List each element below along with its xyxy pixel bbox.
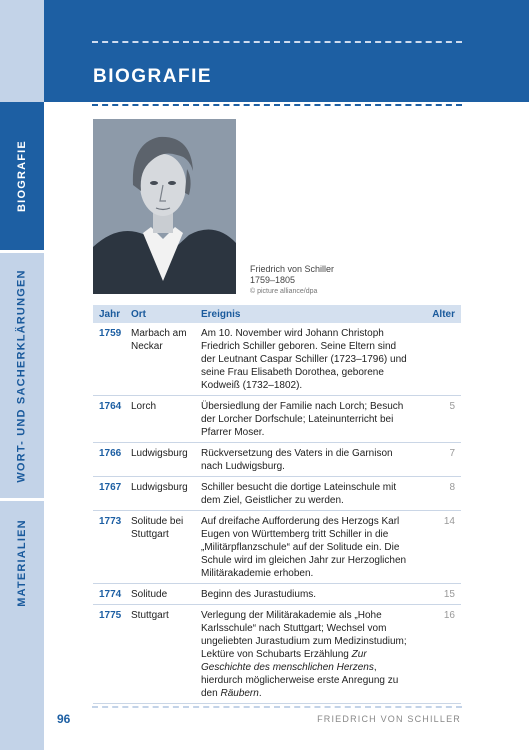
event-text: . — [258, 688, 262, 699]
portrait-drawing — [93, 119, 236, 294]
tab-wort-und-sacherklaerungen[interactable] — [0, 253, 44, 498]
row-place: Solitude bei Stuttgart — [125, 511, 195, 584]
row-age: 5 — [419, 396, 461, 443]
row-age: 14 — [419, 511, 461, 584]
table-row — [93, 443, 461, 477]
caption-credit: © picture alliance/dpa — [250, 288, 318, 295]
table-row — [93, 584, 461, 605]
row-event: Rückversetzung des Vaters in die Garnison nach Ludwigsburg. — [195, 443, 419, 477]
tab-materialien-label: MATERIALIEN — [16, 519, 29, 607]
caption-name: Friedrich von Schiller — [250, 264, 335, 274]
row-place: Ludwigsburg — [125, 477, 195, 511]
table-row — [93, 605, 461, 704]
row-place: Solitude — [125, 584, 195, 605]
row-year: 1774 — [93, 584, 125, 605]
tab-materialien[interactable] — [0, 501, 44, 625]
event-text: , hierdurch möglicherweise erste Anregung zu den — [201, 662, 399, 699]
table-row — [93, 396, 461, 443]
event-title-italic: Zur Geschichte des menschlichen Herzens — [201, 649, 374, 673]
tab-biografie[interactable] — [0, 102, 44, 250]
row-event — [195, 605, 419, 704]
row-age: 7 — [419, 443, 461, 477]
row-age: 16 — [419, 605, 461, 704]
caption-dates: 1759–1805 — [250, 275, 296, 285]
row-year: 1764 — [93, 396, 125, 443]
tab-biografie-label: BIOGRAFIE — [16, 140, 29, 212]
table-header-row — [93, 305, 461, 323]
row-age: 15 — [419, 584, 461, 605]
row-year: 1767 — [93, 477, 125, 511]
col-header-age: Alter — [419, 305, 461, 323]
header-dashed-rule — [92, 41, 462, 43]
row-event: Schiller besucht die dortige Lateinschule mit dem Ziel, Geistlicher zu werden. — [195, 477, 419, 511]
row-place: Lorch — [125, 396, 195, 443]
row-event: Auf dreifache Aufforderung des Herzogs Karl Eugen von Württemberg tritt Schiller in die „Militärpflanzschule“ auf der Solitude ein. Die Schule wird im gleichen Jahr zur Herzoglichen Militärakademie erhoben. — [195, 511, 419, 584]
table-row — [93, 511, 461, 584]
table-row — [93, 477, 461, 511]
row-age — [419, 323, 461, 396]
event-title-italic: Räubern — [220, 688, 259, 699]
row-place: Ludwigsburg — [125, 443, 195, 477]
portrait-caption — [250, 264, 334, 297]
tab-wort-label: WORT- UND SACHERKLÄRUNGEN — [16, 268, 29, 483]
page-number: 96 — [57, 712, 71, 726]
row-year: 1759 — [93, 323, 125, 396]
row-event: Beginn des Jurastudiums. — [195, 584, 419, 605]
running-footer-title: FRIEDRICH VON SCHILLER — [317, 714, 461, 724]
footer-dashed-rule — [92, 706, 462, 708]
row-year: 1766 — [93, 443, 125, 477]
row-event: Übersiedlung der Familie nach Lorch; Besuch der Lorcher Dorfschule; Lateinunterricht bei Pfarrer Moser. — [195, 396, 419, 443]
row-year: 1773 — [93, 511, 125, 584]
page-title: BIOGRAFIE — [93, 66, 213, 87]
row-age: 8 — [419, 477, 461, 511]
col-header-event: Ereignis — [195, 305, 419, 323]
event-text: Verlegung der Militärakademie als „Hohe Karlsschule“ nach Stuttgart; Wechsel vom ungeliebten Jurastudium zum Medizinstudium; Lektüre von Schubarts Erzählung — [201, 610, 407, 660]
title-dashed-rule — [92, 104, 462, 106]
schiller-portrait-image — [93, 119, 236, 294]
row-place: Stuttgart — [125, 605, 195, 704]
col-header-year: Jahr — [93, 305, 125, 323]
chapter-sidebar — [0, 0, 44, 750]
row-event: Am 10. November wird Johann Christoph Friedrich Schiller geboren. Seine Eltern sind der Leutnant Caspar Schiller (1723–1796) und seine Frau Elisabeth Dorothea, geborene Kodweiß (1732–1802). — [195, 323, 419, 396]
table-row — [93, 323, 461, 396]
col-header-place: Ort — [125, 305, 195, 323]
row-place: Marbach am Neckar — [125, 323, 195, 396]
row-year: 1775 — [93, 605, 125, 704]
chronology-table — [93, 305, 461, 704]
